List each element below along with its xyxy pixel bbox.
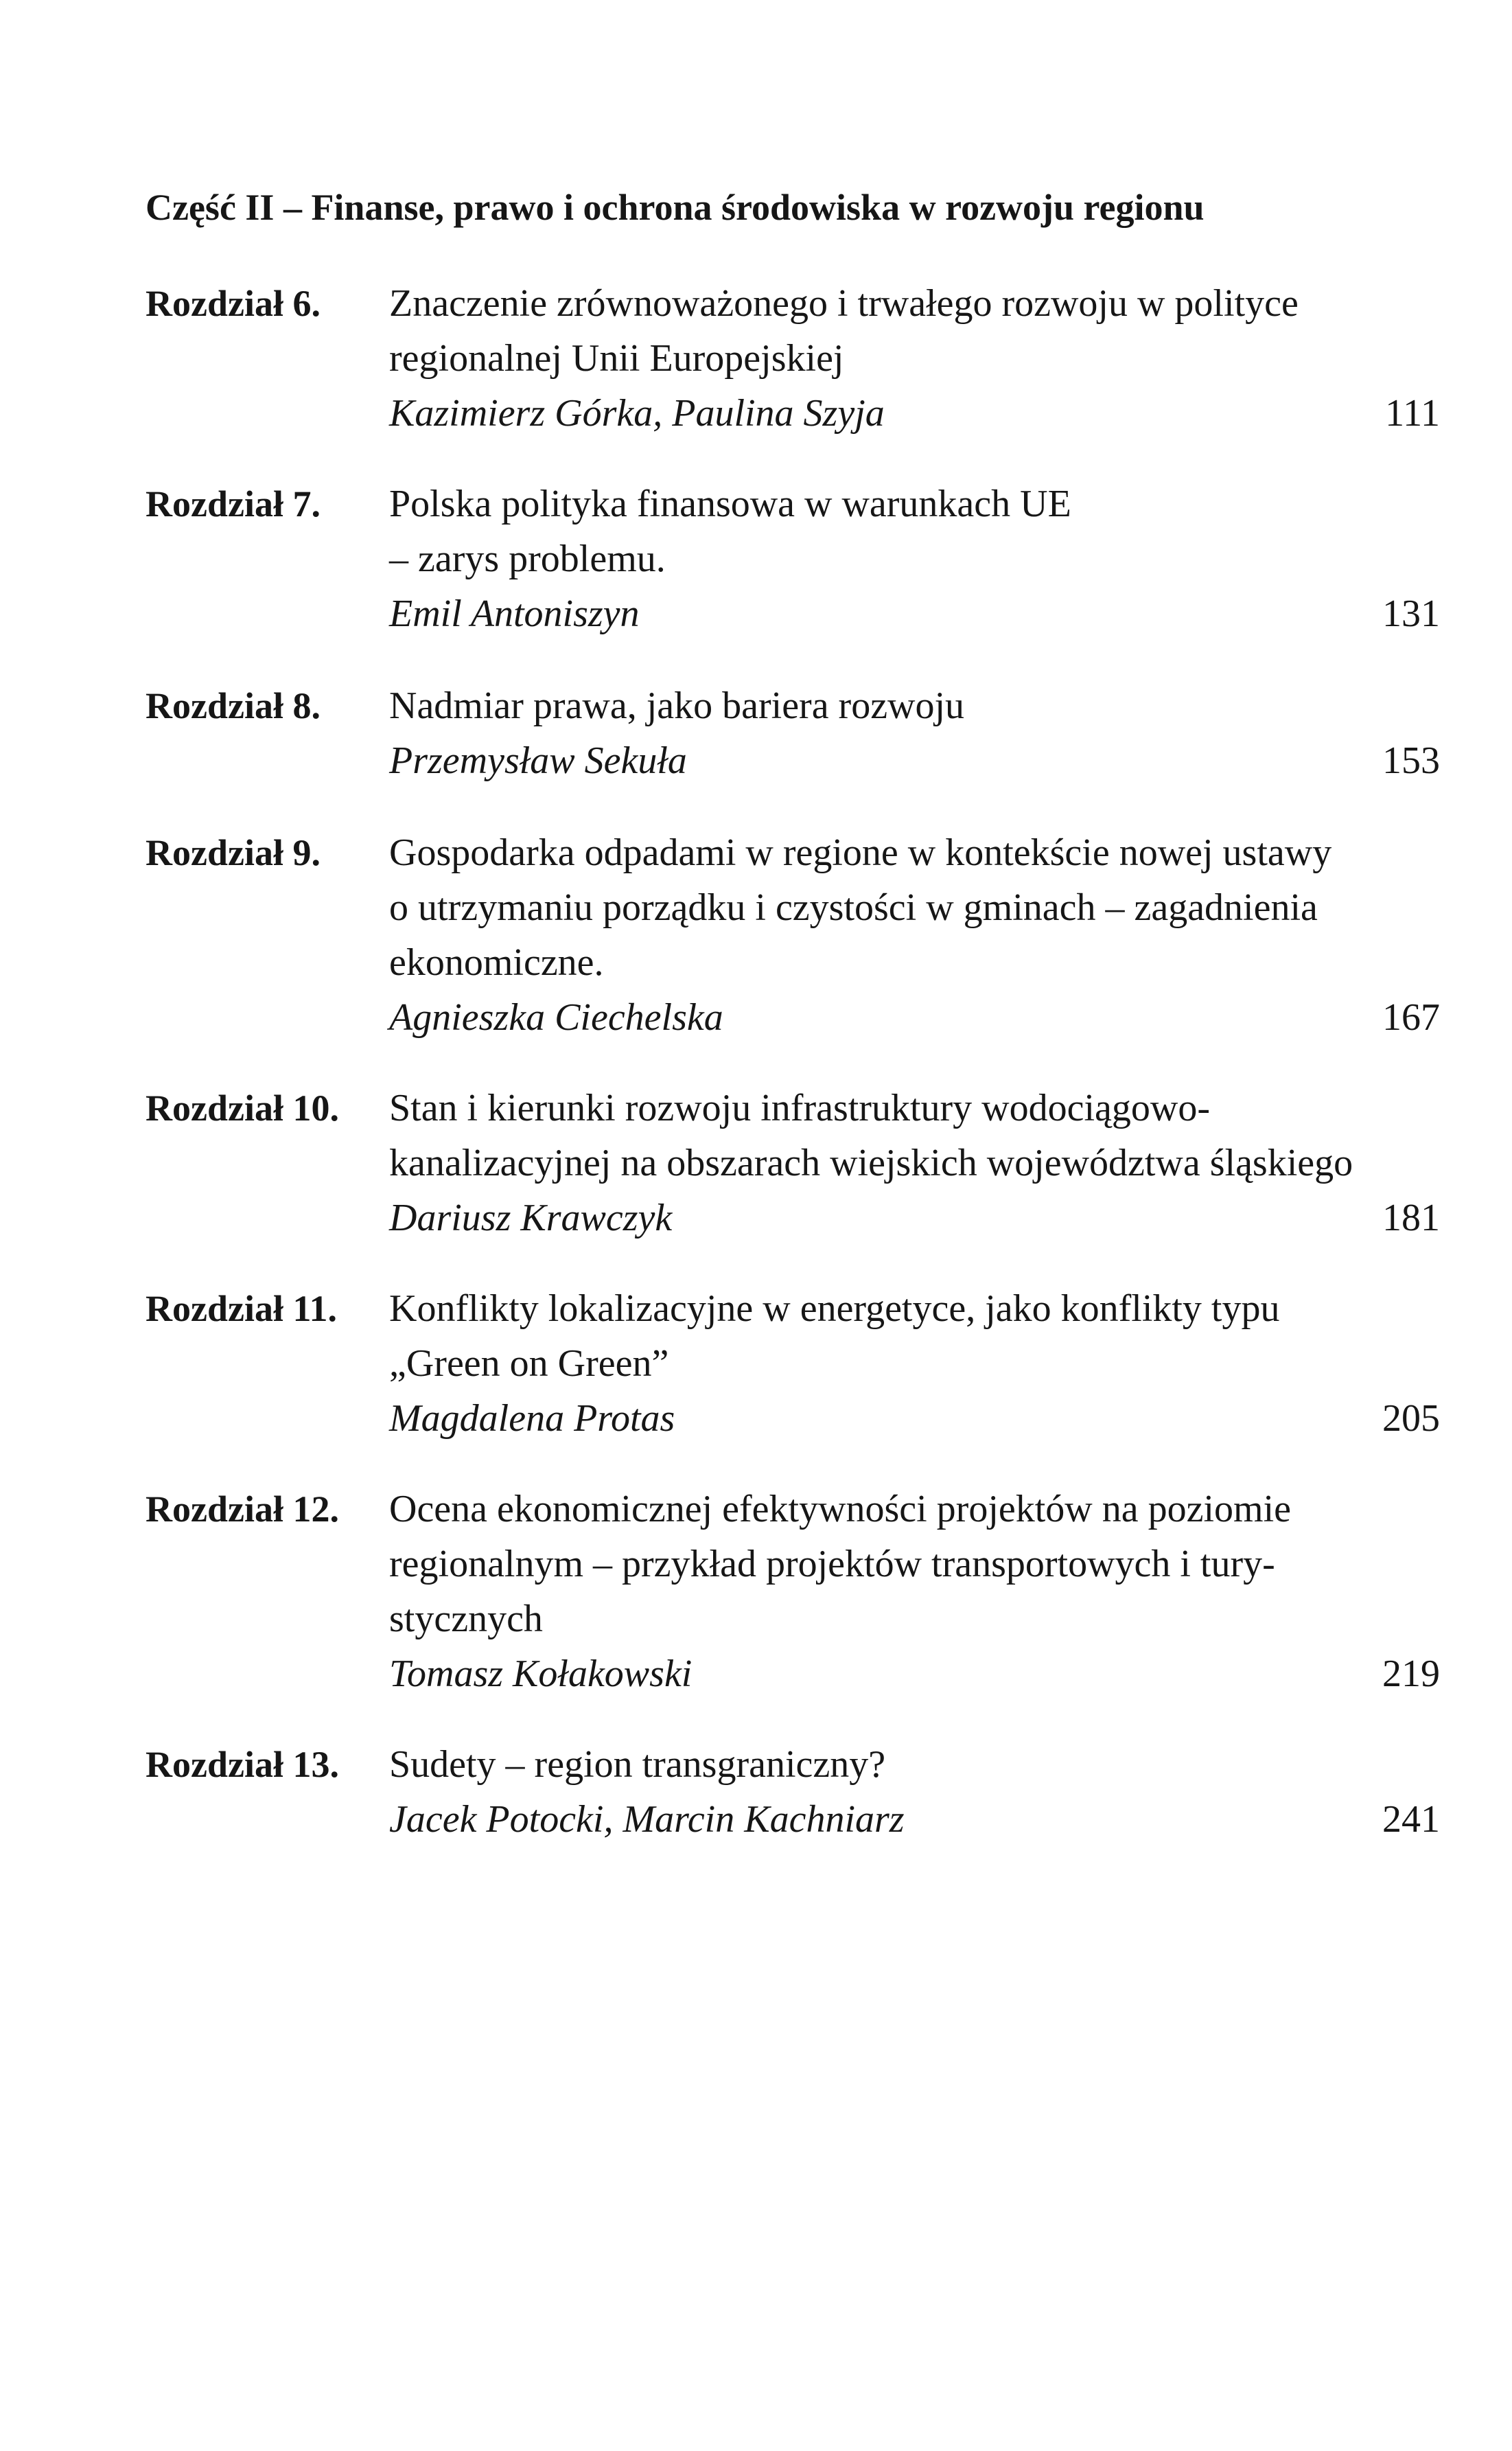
chapter-title-line: regionalnym – przykład projektów transportowych i tury- <box>389 1543 1275 1585</box>
author-row <box>389 1646 1456 1701</box>
chapter-title-line: „Green on Green” <box>389 1342 669 1385</box>
part-title: Część II – Finanse, prawo i ochrona środowiska w rozwoju regionu <box>146 187 1205 228</box>
chapter-title <box>389 476 1456 586</box>
chapter-content <box>389 1081 1456 1245</box>
chapter-label: Rozdział 9. <box>146 832 321 873</box>
chapter-title-line: Nadmiar prawa, jako bariera rozwoju <box>389 684 965 727</box>
chapter-content <box>389 1482 1456 1701</box>
author-row <box>389 386 1456 441</box>
chapter-title-line: ekonomiczne. <box>389 941 604 984</box>
chapter-title-line: regionalnej Unii Europejskiej <box>389 337 844 380</box>
toc-entry-8 <box>146 678 1456 788</box>
chapter-content <box>389 1737 1456 1847</box>
chapter-title <box>389 1482 1456 1646</box>
toc-entry-12 <box>146 1482 1456 1701</box>
chapter-author: Magdalena Protas <box>389 1397 675 1440</box>
toc-entry-10 <box>146 1081 1456 1245</box>
chapter-content <box>389 1281 1456 1446</box>
chapter-content <box>389 825 1456 1045</box>
chapter-content <box>389 476 1456 641</box>
chapter-title-line: Znaczenie zrównoważonego i trwałego rozwoju w polityce <box>389 282 1299 325</box>
chapter-title-line: Gospodarka odpadami w regione w kontekście nowej ustawy <box>389 831 1332 874</box>
author-row <box>389 1792 1456 1847</box>
chapter-title-line: Sudety – region transgraniczny? <box>389 1743 886 1786</box>
toc-entry-9 <box>146 825 1456 1045</box>
chapter-title <box>389 825 1456 990</box>
toc-entry-7 <box>146 476 1456 641</box>
chapter-page-number: 111 <box>1385 392 1440 435</box>
toc-entry-6 <box>146 276 1456 441</box>
chapter-title <box>389 1081 1456 1190</box>
chapter-title <box>389 678 1456 733</box>
chapter-title-line: kanalizacyjnej na obszarach wiejskich województwa śląskiego <box>389 1142 1353 1184</box>
author-row <box>389 990 1456 1045</box>
chapter-author: Tomasz Kołakowski <box>389 1653 693 1695</box>
chapter-content <box>389 276 1456 441</box>
chapter-label: Rozdział 10. <box>146 1088 339 1129</box>
author-row <box>389 733 1456 788</box>
chapter-label: Rozdział 11. <box>146 1288 337 1329</box>
chapter-title-line: – zarys problemu. <box>389 538 666 580</box>
chapter-label: Rozdział 13. <box>146 1744 339 1785</box>
chapter-author: Jacek Potocki, Marcin Kachniarz <box>389 1798 905 1841</box>
chapter-author: Kazimierz Górka, Paulina Szyja <box>389 392 885 435</box>
chapter-label: Rozdział 12. <box>146 1488 339 1530</box>
chapter-title-line: Stan i kierunki rozwoju infrastruktury wodociągowo- <box>389 1087 1210 1129</box>
chapter-title <box>389 1281 1456 1391</box>
chapter-title-line: Polska polityka finansowa w warunkach UE <box>389 483 1071 525</box>
chapter-title-line: o utrzymaniu porządku i czystości w gminach – zagadnienia <box>389 886 1318 929</box>
chapter-title <box>389 1737 1456 1792</box>
author-row <box>389 1391 1456 1446</box>
chapter-author: Emil Antoniszyn <box>389 592 640 635</box>
chapter-content <box>389 678 1456 788</box>
author-row <box>389 586 1456 641</box>
author-row <box>389 1190 1456 1245</box>
chapter-title-line: stycznych <box>389 1598 543 1640</box>
table-of-contents <box>146 276 1456 1847</box>
chapter-page-number: 153 <box>1382 739 1440 782</box>
chapter-title-line: Konflikty lokalizacyjne w energetyce, jako konflikty typu <box>389 1287 1280 1330</box>
chapter-label: Rozdział 8. <box>146 685 321 726</box>
chapter-label: Rozdział 6. <box>146 283 321 324</box>
chapter-page-number: 131 <box>1382 592 1440 635</box>
chapter-page-number: 181 <box>1382 1197 1440 1239</box>
chapter-page-number: 219 <box>1382 1653 1440 1695</box>
chapter-page-number: 241 <box>1382 1798 1440 1841</box>
chapter-title <box>389 276 1456 386</box>
toc-entry-13 <box>146 1737 1456 1847</box>
chapter-title-line: Ocena ekonomicznej efektywności projektów na poziomie <box>389 1488 1291 1530</box>
chapter-author: Agnieszka Ciechelska <box>389 996 723 1039</box>
chapter-author: Przemysław Sekuła <box>389 739 687 782</box>
chapter-author: Dariusz Krawczyk <box>389 1197 673 1239</box>
chapter-label: Rozdział 7. <box>146 483 321 525</box>
toc-entry-11 <box>146 1281 1456 1446</box>
chapter-page-number: 205 <box>1382 1397 1440 1440</box>
chapter-page-number: 167 <box>1382 996 1440 1039</box>
